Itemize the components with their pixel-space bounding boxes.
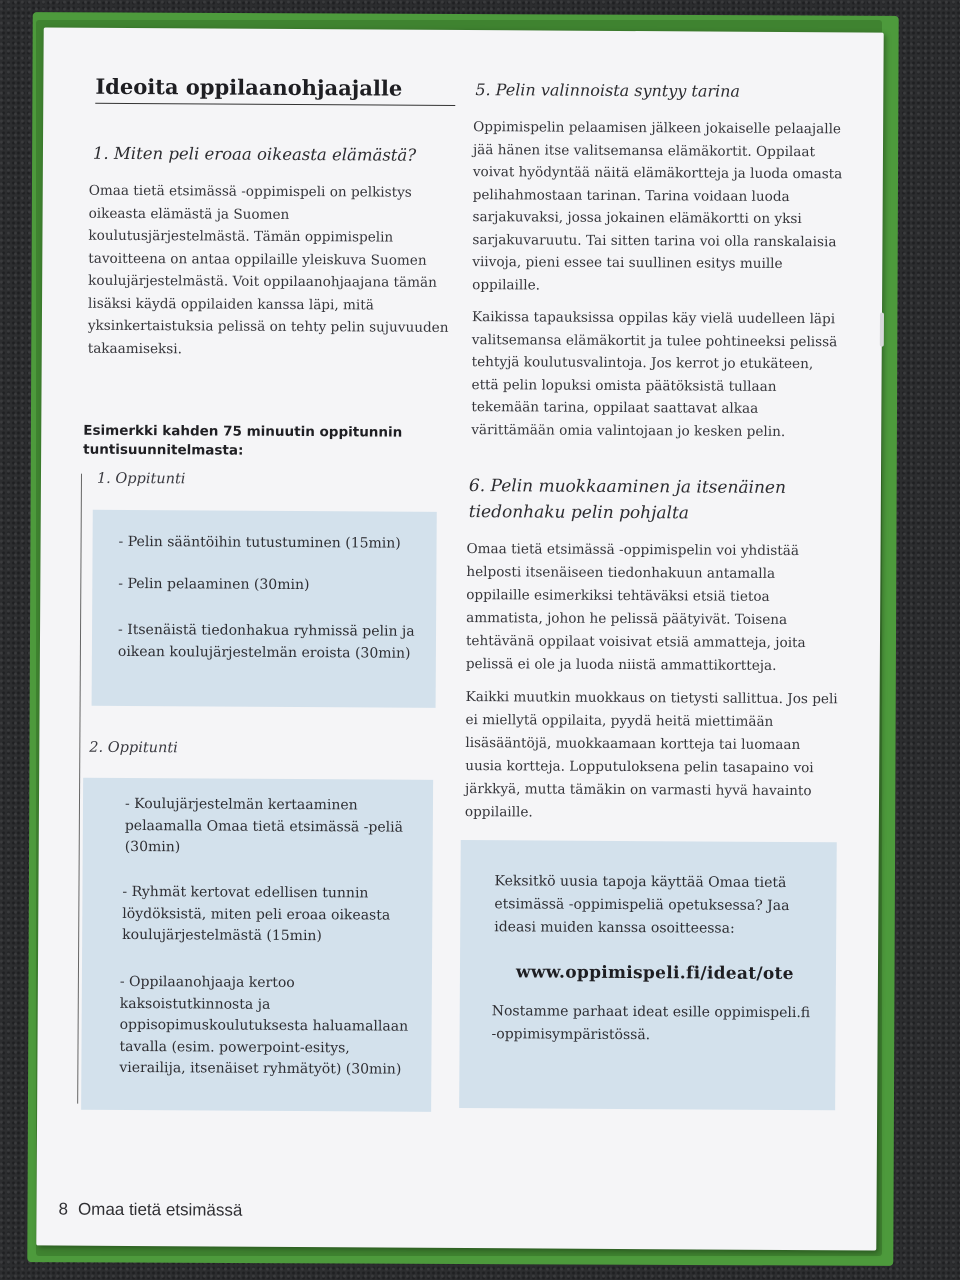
lesson1-box xyxy=(92,510,437,708)
lesson1-item: - Pelin sääntöihin tutustuminen (15min) xyxy=(118,533,401,552)
lesson2-label: 2. Oppitunti xyxy=(89,739,178,757)
lesson1-label: 1. Oppitunti xyxy=(96,470,186,488)
lesson-plan-title: Esimerkki kahden 75 minuutin oppitunnin tuntisuunnitelmasta: xyxy=(83,422,403,459)
page-number: 8 xyxy=(58,1199,69,1219)
lesson2-item: - Oppilaanohjaaja kertoo kaksoistutkinnosta ja oppisopimuskoulutuksesta haluamallaan tavalla (esim. powerpoint-esitys, vierailija, itsenäiset ryhmätyöt) (30min) xyxy=(119,973,409,1078)
section5-paragraph: Kaikissa tapauksissa oppilas käy vielä uudelleen läpi valitsemansa elämäkortit ja tulee pohtineeksi pelissä tehtyjä koulutusvalintoja. Jos kerrot jo etukäteen, että pelin lopuksi omista päätöksistä tullaan tekemään tarina, oppilaat saattavat alkaa värittämään omia valintojaan jo kesken pelin. xyxy=(471,309,838,440)
publication-name: Omaa tietä etsimässä xyxy=(77,1199,243,1220)
section1-paragraph: Omaa tietä etsimässä -oppimispeli on pelkistys oikeasta elämästä ja Suomen koulutusjärjestelmästä. Tämän oppimispelin tavoitteena on antaa oppilaille yleiskuva Suomen koulujärjestelmästä. Voit oppilaanohjaajana tämän lisäksi käydä oppilaiden kanssa läpi, mitä yksinkertaistuksia pelissä on tehty pelin sujuvuuden takaamiseksi. xyxy=(87,182,449,357)
section5-body xyxy=(471,116,843,453)
section1-heading: 1. Miten peli eroaa oikeasta elämästä? xyxy=(92,143,417,165)
lesson2-item: - Ryhmät kertovat edellisen tunnin löydöksistä, miten peli eroaa oikeasta koulujärjestelmästä (15min) xyxy=(122,883,391,945)
ideas-url-link[interactable]: www.oppimispeli.fi/ideat/ote xyxy=(515,962,794,985)
page-tab-notch xyxy=(880,313,884,347)
lesson1-item: - Itsenäistä tiedonhakua ryhmissä pelin ja oikean koulujärjestelmän eroista (30min) xyxy=(117,621,415,662)
section5-paragraph: Oppimispelin pelaamisen jälkeen jokaiselle pelaajalle jää hänen itse valitsemansa elämäkortit. Oppilaat voivat hyödyntää näitä elämäkortteja ja luoda omasta pelihahmostaan tarinan. Tarina voidaan luoda sarjakuvaksi, jossa jokainen elämäkortti on yksi sarjakuvaruutu. Tai sitten tarina voi olla ranskalaisia viivoja, pieni essee tai suullinen esitys muille oppilaille. xyxy=(472,119,843,293)
page-title: Ideoita oppilaanohjaajalle xyxy=(95,74,455,106)
section6-paragraph: Kaikki muutkin muokkaus on tietysti sallittua. Jos peli ei miellytä oppilaita, pyydä heitä miettimään lisäsääntöjä, muokkaamaan kortteja tai luomaan uusia kortteja. Lopputuloksena pelin tasapaino voi järkkyä, mutta tämäkin on varmasti hyvä havainto oppilaille. xyxy=(464,689,838,821)
ideas-callout xyxy=(459,840,837,1110)
section6-body xyxy=(465,538,841,836)
booklet-page xyxy=(36,27,883,1250)
section6-heading: 6. Pelin muokkaaminen ja itsenäinen tiedonhaku pelin pohjalta xyxy=(468,476,787,524)
lesson2-item: - Koulujärjestelmän kertaaminen pelaamalla Omaa tietä etsimässä -peliä (30min) xyxy=(124,795,404,856)
lesson1-item: - Pelin pelaaminen (30min) xyxy=(118,575,310,594)
page-footer xyxy=(58,1200,242,1221)
section5-heading: 5. Pelin valinnoista syntyy tarina xyxy=(475,80,741,101)
section6-paragraph: Omaa tietä etsimässä -oppimispelin voi yhdistää helposti itsenäiseen tiedonhakuun antamalla oppilaille esimerkiksi tehtäväksi etsiä tietoa ammatista, johon he pelissä päätyivät. Toisena tehtävänä oppilaat voisivat etsiä ammatteja, joita pelissä ei ole ja luoda niistä ammattikortteja. xyxy=(465,541,806,674)
callout-footer-text: Nostamme parhaat ideat esille oppimispeli.fi -oppimisympäristössä. xyxy=(491,1003,811,1044)
section1-body xyxy=(88,180,453,372)
lesson2-box xyxy=(81,778,433,1112)
callout-text: Keksitkö uusia tapoja käyttää Omaa tietä etsimässä -oppimispeliä opetuksessa? Jaa ideasi muiden kanssa osoitteessa: xyxy=(494,873,790,937)
